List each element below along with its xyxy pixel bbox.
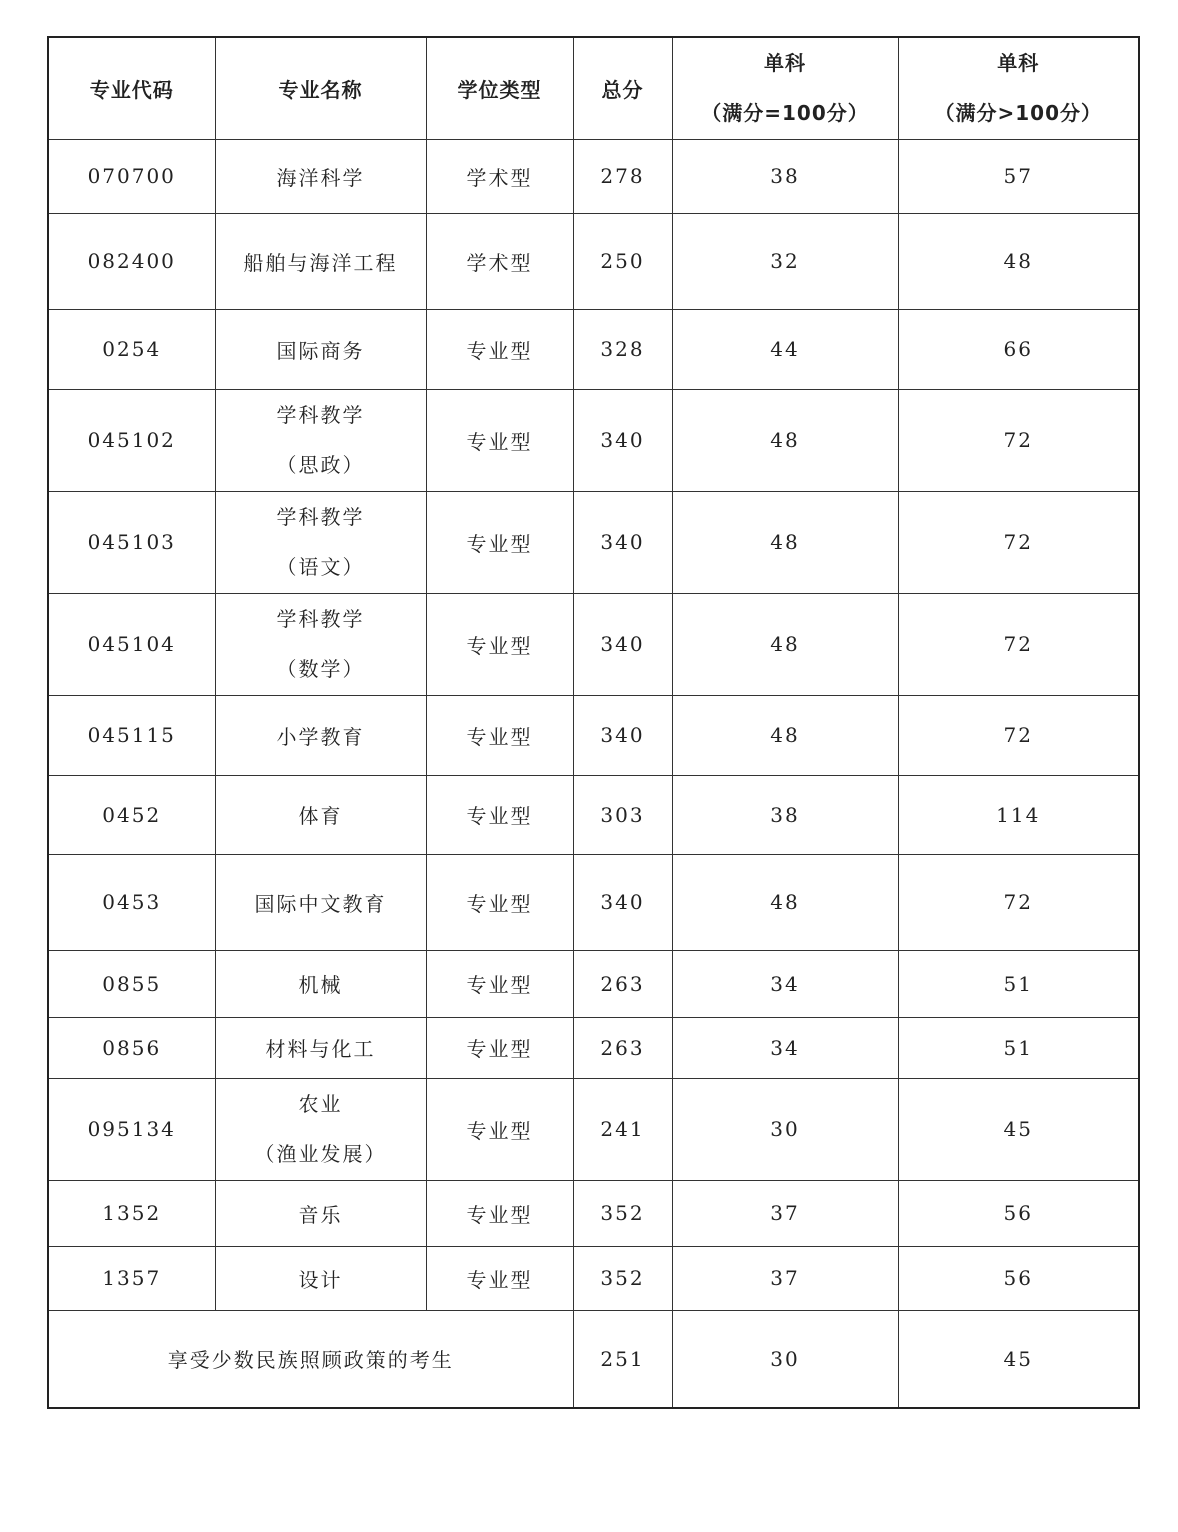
cell-single-over-100: 114 xyxy=(898,775,1139,854)
cell-name xyxy=(215,1017,426,1078)
cell-code: 045103 xyxy=(48,491,215,593)
cell-single-over-100: 72 xyxy=(898,854,1139,950)
table-row xyxy=(48,1078,1139,1180)
cell-total: 328 xyxy=(573,309,672,389)
cell-total: 263 xyxy=(573,950,672,1017)
cell-total: 340 xyxy=(573,593,672,695)
header-single-over-100-title: 单科 xyxy=(997,51,1040,76)
cell-name-line: 学科教学 xyxy=(276,505,365,529)
cell-single-over-100: 51 xyxy=(898,1017,1139,1078)
cell-single-over-100: 45 xyxy=(898,1078,1139,1180)
table-row xyxy=(48,213,1139,309)
cell-degree: 专业型 xyxy=(426,309,573,389)
cell-single-over-100: 72 xyxy=(898,389,1139,491)
cell-name-line: 农业 xyxy=(298,1092,343,1116)
cell-name-line: 机械 xyxy=(298,973,343,997)
cell-code: 1357 xyxy=(48,1246,215,1310)
cell-name xyxy=(215,309,426,389)
footer-row xyxy=(48,1310,1139,1408)
footer-single-over-100: 45 xyxy=(898,1310,1139,1408)
table-row xyxy=(48,389,1139,491)
cell-single-over-100: 66 xyxy=(898,309,1139,389)
score-table xyxy=(47,36,1140,1409)
cell-name xyxy=(215,139,426,213)
cell-code: 095134 xyxy=(48,1078,215,1180)
cell-code: 0856 xyxy=(48,1017,215,1078)
cell-name-line: （语文） xyxy=(276,555,365,579)
header-single-over-100-sub: （满分>100分） xyxy=(934,101,1102,126)
cell-degree: 专业型 xyxy=(426,1078,573,1180)
cell-name xyxy=(215,695,426,775)
cell-total: 352 xyxy=(573,1246,672,1310)
table-row xyxy=(48,1017,1139,1078)
cell-single-100: 37 xyxy=(672,1246,898,1310)
header-degree: 学位类型 xyxy=(426,37,573,139)
cell-code: 082400 xyxy=(48,213,215,309)
cell-name-line: 体育 xyxy=(298,804,343,828)
cell-single-over-100: 57 xyxy=(898,139,1139,213)
cell-name-line: （思政） xyxy=(276,453,365,477)
cell-single-100: 38 xyxy=(672,139,898,213)
cell-degree: 专业型 xyxy=(426,775,573,854)
table-row xyxy=(48,139,1139,213)
cell-name-line: 学科教学 xyxy=(276,403,365,427)
cell-code: 0453 xyxy=(48,854,215,950)
table-row xyxy=(48,695,1139,775)
cell-single-100: 48 xyxy=(672,389,898,491)
cell-total: 340 xyxy=(573,854,672,950)
cell-degree: 专业型 xyxy=(426,593,573,695)
cell-degree: 专业型 xyxy=(426,695,573,775)
cell-name xyxy=(215,1180,426,1246)
cell-degree: 专业型 xyxy=(426,389,573,491)
cell-name-line: 海洋科学 xyxy=(276,165,365,190)
table-row xyxy=(48,1246,1139,1310)
cell-name-line: 设计 xyxy=(298,1267,343,1292)
cell-single-100: 48 xyxy=(672,491,898,593)
table-row xyxy=(48,593,1139,695)
cell-total: 263 xyxy=(573,1017,672,1078)
table-row xyxy=(48,491,1139,593)
cell-single-100: 32 xyxy=(672,213,898,309)
cell-code: 070700 xyxy=(48,139,215,213)
cell-degree: 专业型 xyxy=(426,950,573,1017)
header-single-over-100 xyxy=(898,37,1139,139)
cell-name-line: 国际中文教育 xyxy=(254,891,387,916)
cell-name xyxy=(215,213,426,309)
cell-total: 340 xyxy=(573,389,672,491)
header-name: 专业名称 xyxy=(215,37,426,139)
cell-code: 0452 xyxy=(48,775,215,854)
cell-single-100: 38 xyxy=(672,775,898,854)
cell-single-100: 30 xyxy=(672,1078,898,1180)
cell-name xyxy=(215,1078,426,1180)
cell-code: 0855 xyxy=(48,950,215,1017)
cell-degree: 学术型 xyxy=(426,139,573,213)
cell-code: 0254 xyxy=(48,309,215,389)
cell-total: 278 xyxy=(573,139,672,213)
cell-single-100: 37 xyxy=(672,1180,898,1246)
cell-single-over-100: 72 xyxy=(898,593,1139,695)
footer-total: 251 xyxy=(573,1310,672,1408)
cell-code: 1352 xyxy=(48,1180,215,1246)
cell-degree: 专业型 xyxy=(426,1246,573,1310)
cell-single-over-100: 48 xyxy=(898,213,1139,309)
cell-name-line: 船舶与海洋工程 xyxy=(243,250,398,275)
cell-single-100: 48 xyxy=(672,593,898,695)
cell-total: 340 xyxy=(573,695,672,775)
cell-degree: 专业型 xyxy=(426,1017,573,1078)
cell-single-100: 34 xyxy=(672,950,898,1017)
cell-code: 045104 xyxy=(48,593,215,695)
cell-name-line: 学科教学 xyxy=(276,607,365,631)
cell-name-line: 材料与化工 xyxy=(265,1037,376,1061)
cell-single-over-100: 72 xyxy=(898,695,1139,775)
cell-name-line: （渔业发展） xyxy=(254,1142,387,1166)
cell-name xyxy=(215,854,426,950)
cell-single-over-100: 56 xyxy=(898,1180,1139,1246)
header-row xyxy=(48,37,1139,139)
table-row xyxy=(48,309,1139,389)
cell-code: 045115 xyxy=(48,695,215,775)
cell-total: 352 xyxy=(573,1180,672,1246)
header-single-100-title: 单科 xyxy=(764,51,806,76)
cell-name xyxy=(215,775,426,854)
cell-single-over-100: 72 xyxy=(898,491,1139,593)
table-row xyxy=(48,854,1139,950)
cell-degree: 专业型 xyxy=(426,1180,573,1246)
cell-name xyxy=(215,1246,426,1310)
header-code: 专业代码 xyxy=(48,37,215,139)
cell-single-100: 48 xyxy=(672,695,898,775)
footer-single-100: 30 xyxy=(672,1310,898,1408)
cell-single-100: 34 xyxy=(672,1017,898,1078)
cell-name xyxy=(215,491,426,593)
cell-name-line: 国际商务 xyxy=(276,338,365,363)
cell-name xyxy=(215,950,426,1017)
cell-name-line: 小学教育 xyxy=(276,724,365,749)
cell-total: 303 xyxy=(573,775,672,854)
footer-label: 享受少数民族照顾政策的考生 xyxy=(48,1310,573,1408)
cell-name-line: （数学） xyxy=(276,657,365,681)
cell-name-line: 音乐 xyxy=(298,1202,343,1227)
cell-name xyxy=(215,593,426,695)
cell-degree: 专业型 xyxy=(426,491,573,593)
header-total: 总分 xyxy=(573,37,672,139)
header-single-100 xyxy=(672,37,898,139)
cell-total: 250 xyxy=(573,213,672,309)
cell-single-100: 44 xyxy=(672,309,898,389)
cell-code: 045102 xyxy=(48,389,215,491)
cell-name xyxy=(215,389,426,491)
cell-single-100: 48 xyxy=(672,854,898,950)
cell-single-over-100: 51 xyxy=(898,950,1139,1017)
header-single-100-sub: （满分=100分） xyxy=(701,101,869,126)
cell-degree: 学术型 xyxy=(426,213,573,309)
cell-degree: 专业型 xyxy=(426,854,573,950)
cell-total: 241 xyxy=(573,1078,672,1180)
table-row xyxy=(48,950,1139,1017)
table-row xyxy=(48,1180,1139,1246)
table-row xyxy=(48,775,1139,854)
cell-total: 340 xyxy=(573,491,672,593)
cell-single-over-100: 56 xyxy=(898,1246,1139,1310)
